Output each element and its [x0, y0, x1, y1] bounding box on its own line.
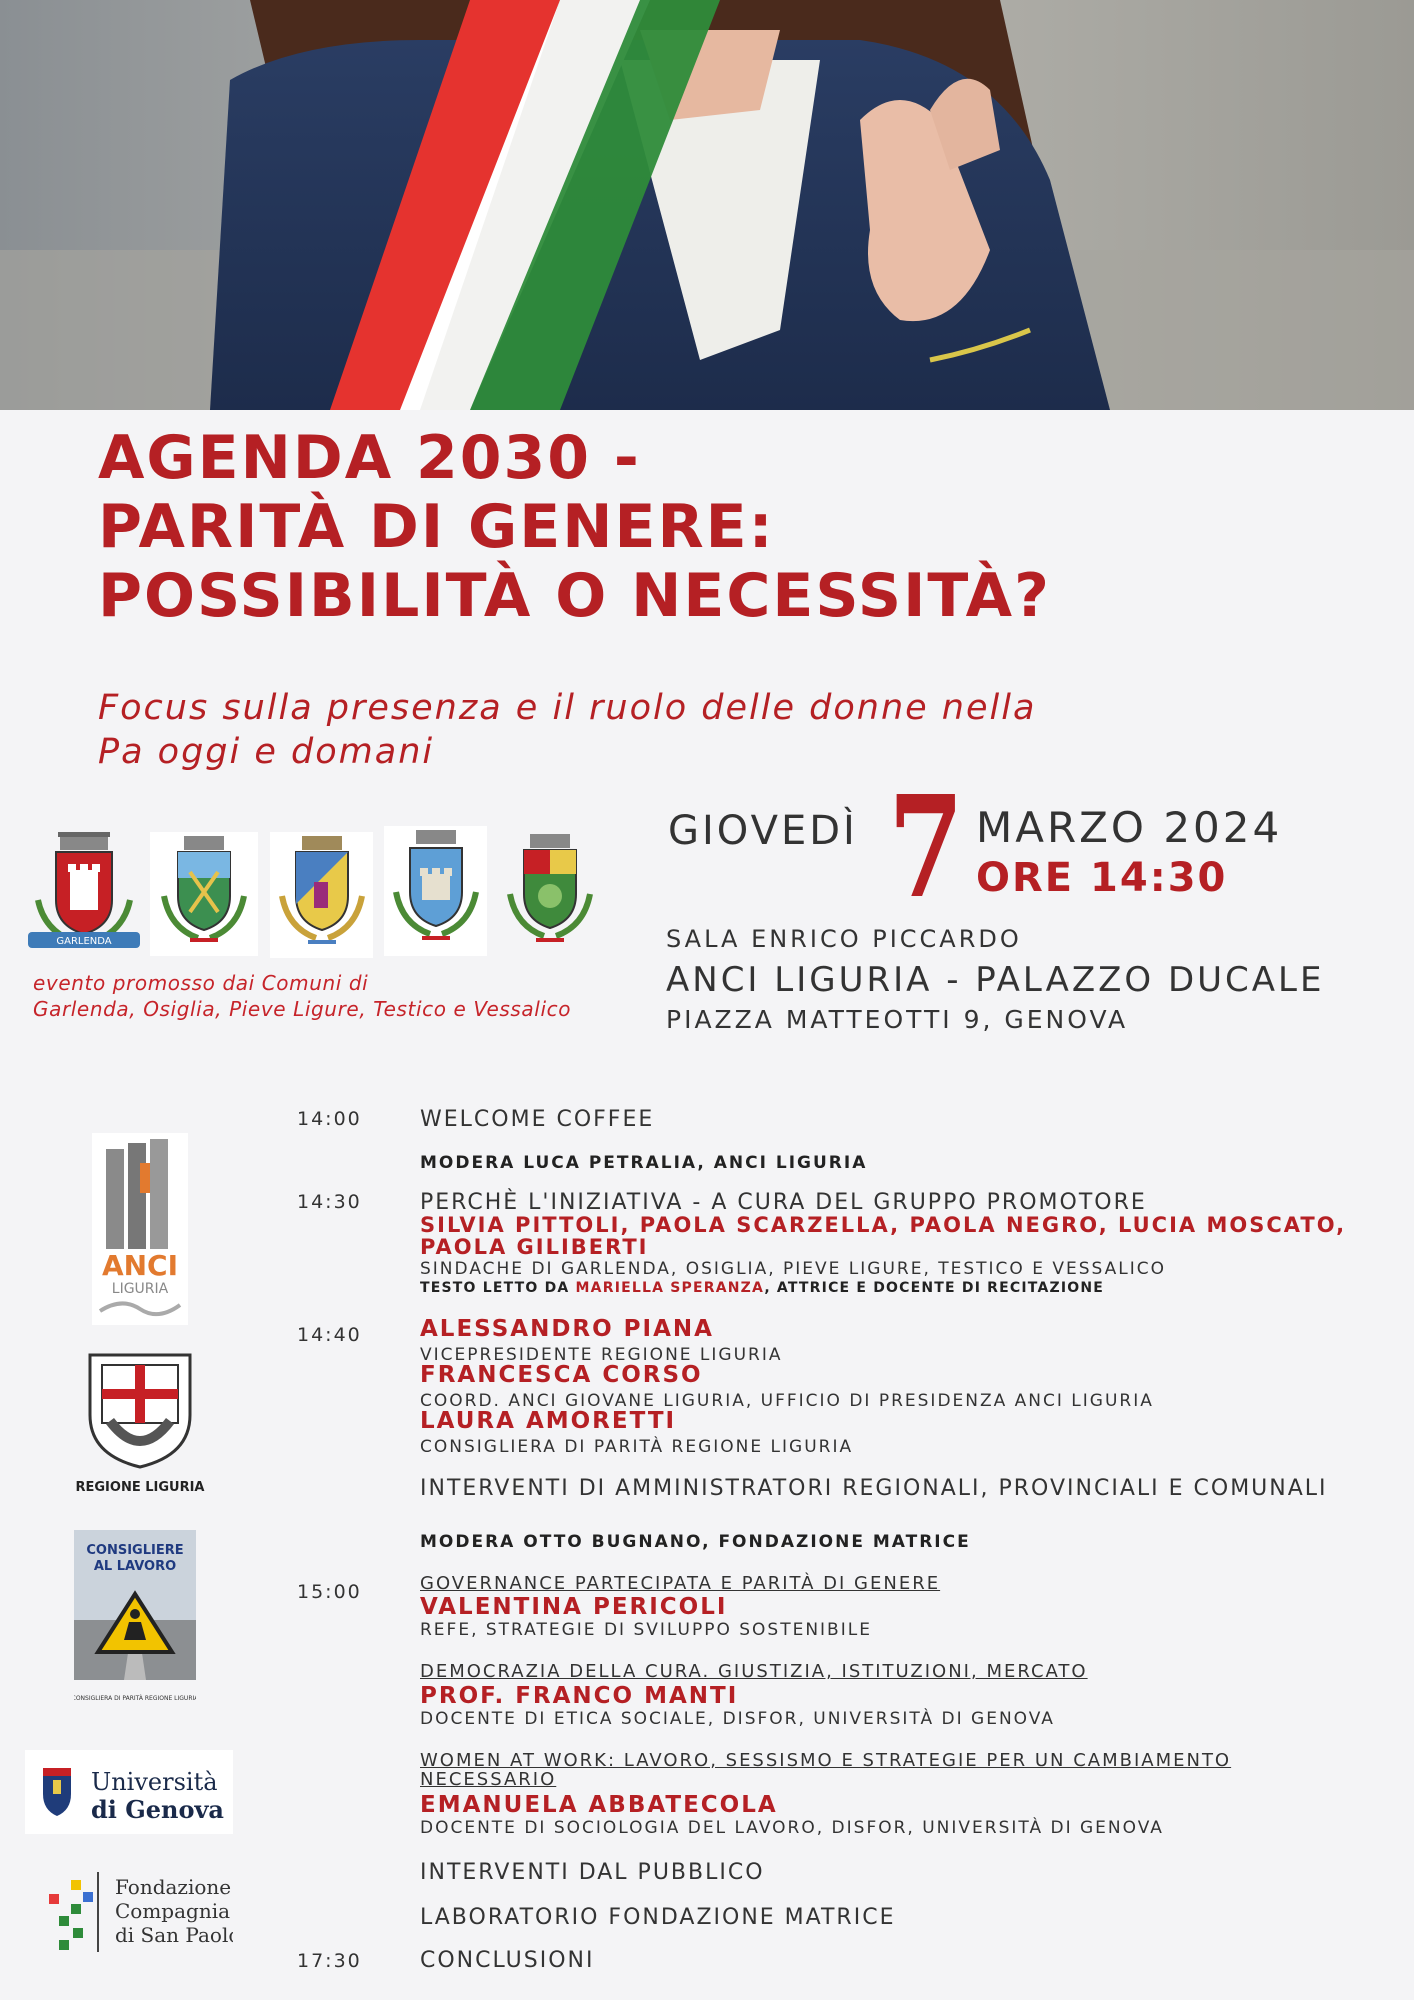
speaker-role: COORD. ANCI GIOVANE LIGURIA, UFFICIO DI PRESIDENZA ANCI LIGURIA	[420, 1391, 1154, 1411]
topic-3: WOMEN AT WORK: LAVORO, SESSISMO E STRATEGIE PER UN CAMBIAMENTO	[420, 1750, 1232, 1771]
fondazione-compagnia-san-paolo-logo	[25, 1864, 233, 1958]
title-line-2: PARITÀ DI GENERE:	[98, 492, 775, 562]
speaker-name: LAURA AMORETTI	[420, 1408, 677, 1434]
reading-post: , ATTRICE E DOCENTE DI RECITAZIONE	[764, 1280, 1105, 1296]
program-why: PERCHÈ L'INIZIATIVA - A CURA DEL GRUPPO PROMOTORE	[420, 1190, 1147, 1215]
garlenda-crest	[24, 830, 144, 960]
program-admins: INTERVENTI DI AMMINISTRATORI REGIONALI, PROVINCIALI E COMUNALI	[420, 1476, 1328, 1501]
speaker-role: DOCENTE DI SOCIOLOGIA DEL LAVORO, DISFOR, UNIVERSITÀ DI GENOVA	[420, 1818, 1164, 1838]
universita-genova-logo	[25, 1750, 233, 1834]
fondazione-logo-line1: Fondazione	[115, 1875, 232, 1899]
topic-1: GOVERNANCE PARTECIPATA E PARITÀ DI GENERE	[420, 1573, 941, 1594]
time-slot: 15:00	[297, 1581, 362, 1603]
promoters-names-cont: PAOLA GILIBERTI	[420, 1235, 649, 1259]
consigliere-logo-title: CONSIGLIERE	[86, 1543, 184, 1558]
anci-liguria-logo	[92, 1133, 188, 1325]
promoted-by	[33, 970, 653, 1022]
moderator-1: MODERA LUCA PETRALIA, ANCI LIGURIA	[420, 1153, 868, 1173]
event-title	[98, 424, 1358, 631]
program-public: INTERVENTI DAL PUBBLICO	[420, 1860, 765, 1885]
moderator-2: MODERA OTTO BUGNANO, FONDAZIONE MATRICE	[420, 1532, 971, 1552]
regione-logo-text: REGIONE LIGURIA	[75, 1480, 205, 1495]
program-welcome: WELCOME COFFEE	[420, 1107, 655, 1132]
fondazione-logo-line2: Compagnia	[115, 1899, 231, 1923]
separator: ,	[359, 997, 374, 1021]
municipality-testico: Testico	[373, 997, 447, 1021]
time-slot: 17:30	[297, 1950, 362, 1972]
testico-crest	[384, 826, 487, 956]
crest-banner: GARLENDA	[56, 936, 112, 947]
time-slot: 14:30	[297, 1191, 362, 1213]
venue-address: PIAZZA MATTEOTTI 9, GENOVA	[666, 1005, 1129, 1034]
promoted-intro: evento promosso dai Comuni di	[33, 971, 369, 995]
event-month-year: MARZO 2024	[976, 803, 1283, 852]
speaker-name: FRANCESCA CORSO	[420, 1362, 703, 1388]
vessalico-crest	[500, 830, 600, 962]
osiglia-crest	[150, 832, 258, 956]
anci-logo-text: ANCI	[101, 1249, 179, 1282]
consigliere-al-lavoro-logo	[74, 1530, 196, 1706]
speaker-name: VALENTINA PERICOLI	[420, 1594, 728, 1620]
municipality-garlenda: Garlenda	[33, 997, 130, 1021]
regione-liguria-logo	[74, 1351, 206, 1497]
unige-logo-subtext: di Genova	[91, 1795, 224, 1824]
municipality-osiglia: Osiglia	[143, 997, 216, 1021]
reading-pre: TESTO LETTO DA	[420, 1280, 576, 1296]
event-weekday: GIOVEDÌ	[668, 808, 858, 854]
topic-3-cont: NECESSARIO	[420, 1769, 557, 1790]
title-line-1: AGENDA 2030 -	[98, 423, 641, 493]
speaker-role: CONSIGLIERA DI PARITÀ REGIONE LIGURIA	[420, 1437, 854, 1457]
municipality-pieve-ligure: Pieve Ligure	[229, 997, 360, 1021]
subtitle-line-1: Focus sulla presenza e il ruolo delle donne nella	[98, 688, 1037, 728]
reading-line	[420, 1277, 1104, 1299]
event-time: ORE 14:30	[976, 855, 1228, 901]
time-slot: 14:00	[297, 1108, 362, 1130]
speaker-role: DOCENTE DI ETICA SOCIALE, DISFOR, UNIVERSITÀ DI GENOVA	[420, 1709, 1055, 1729]
promoters-names: SILVIA PITTOLI, PAOLA SCARZELLA, PAOLA NEGRO, LUCIA MOSCATO,	[420, 1213, 1347, 1237]
subtitle-line-2: Pa oggi e domani	[98, 732, 435, 772]
speaker-name: EMANUELA ABBATECOLA	[420, 1792, 778, 1818]
municipalities-list	[33, 996, 653, 1022]
anci-logo-subtext: LIGURIA	[111, 1281, 169, 1297]
topic-2: DEMOCRAZIA DELLA CURA. GIUSTIZIA, ISTITUZIONI, MERCATO	[420, 1661, 1088, 1682]
separator: e	[446, 997, 474, 1021]
speaker-name: ALESSANDRO PIANA	[420, 1316, 714, 1342]
municipality-vessalico: Vessalico	[473, 997, 572, 1021]
speaker-name: PROF. FRANCO MANTI	[420, 1683, 739, 1709]
event-subtitle	[98, 686, 1358, 774]
program-conclusions: CONCLUSIONI	[420, 1948, 595, 1973]
speaker-role: REFE, STRATEGIE DI SVILUPPO SOSTENIBILE	[420, 1620, 872, 1640]
fondazione-logo-line3: di San Paolo	[115, 1923, 233, 1947]
unige-logo-text: Università	[91, 1768, 218, 1796]
mayors-line: SINDACHE DI GARLENDA, OSIGLIA, PIEVE LIGURE, TESTICO E VESSALICO	[420, 1259, 1166, 1279]
hero-photo	[0, 0, 1414, 410]
pieve-ligure-crest	[270, 832, 373, 958]
separator: ,	[215, 997, 230, 1021]
speaker-role: VICEPRESIDENTE REGIONE LIGURIA	[420, 1345, 783, 1365]
reading-name: MARIELLA SPERANZA	[575, 1280, 765, 1296]
time-slot: 14:40	[297, 1324, 362, 1346]
venue-place: ANCI LIGURIA - PALAZZO DUCALE	[666, 960, 1325, 1000]
event-day: 7	[888, 766, 964, 930]
consigliere-logo-caption: CONSIGLIERA DI PARITÀ REGIONE LIGURIA	[74, 1695, 196, 1702]
separator: ,	[129, 997, 144, 1021]
venue-room: SALA ENRICO PICCARDO	[666, 925, 1022, 953]
consigliere-logo-subtitle: AL LAVORO	[93, 1559, 177, 1574]
title-line-3: POSSIBILITÀ O NECESSITÀ?	[98, 561, 1051, 631]
program-lab: LABORATORIO FONDAZIONE MATRICE	[420, 1905, 896, 1930]
